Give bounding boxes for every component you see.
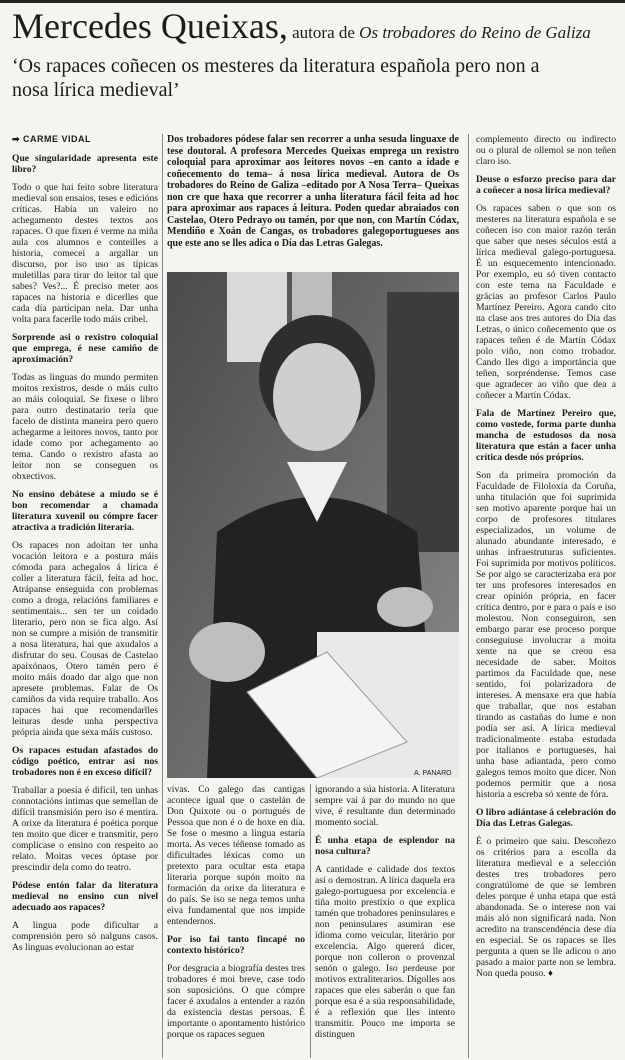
column-2a (167, 784, 305, 1058)
interview-answer: Os rapaces saben o que son os mesteres na literatura española e se coñecen iso con maior razón terán que saber que neses séculos está a lírica medieval galego-portuguesa. É un esquecemento intencionado. Por exemplo, eu só tiven contacto con este tema na Faculdade e grácias ao profesor Carlos Paulo Martínez Pereiro. Agora cando cito na clase aos tres autores do Día das Letras, o único coñecemento que os rapaces teñen é de Martín Códax polo viño, non como trobador. Cando lles digo a importáncia que teñen, sorpréndense. Temos case que agradecer ao viño que dea a coñecer a Martín Códax. (476, 203, 616, 401)
interview-answer: Son da primeira promoción da Faculdade de Filoloxía da Coruña, unha titulación que foi suprimida sen motivo aparente porque hai un corpo de profesores titulares especializados, un volume de alunado abundante interesado, e unhas infraestruturas suficientes. Foi suprimida por motivos políticos. Se por algo se caracterizaba era por ter uns profesores interesados en crear opinión própria, en facer crítica dentro, por e para o país e iso molestou. Non conseguiron, sen embargo parar ese proceso porque conseguiuse involucrar a moita xente na que se creou esa necesidade de saber. Moitos partimos da Faculdade que, nese sentido, foi polarizadora de intereses. A mensaxe era que había que traballar, que nos estaban tirando as castañas do lume e non podía ser así. A lírica medieval tradicionalmente estaba estudada por italianos e portugueses, hai unha base adiantada, pero como galegos temos moito que dicer. Non podemos permitir que a nosa historia a escreba só xente de fóra. (476, 470, 616, 800)
intro-block (167, 134, 459, 269)
interview-question: O libro adiántase á celebración do Día das Letras Galegas. (476, 807, 616, 829)
portrait-photo (167, 272, 459, 778)
byline: ➡ CARME VIDAL (12, 134, 92, 144)
interview-question: No ensino debátese a miudo se é bon recomendar a chamada literatura xuvenil ou cómpre facer atractiva a tradición literaria. (12, 489, 158, 533)
interview-question: Fala de Martínez Pereiro que, como vostede, forma parte dunha mancha de estudosos da nosa literatura que están a facer unha crítica desde nós próprios. (476, 408, 616, 463)
interview-answer: ignorando a súa historia. A literatura sempre vai á par do mundo no que vive, é resultante dun determinado momento social. (315, 784, 455, 828)
column-divider (162, 134, 163, 1058)
intro-text: Dos trobadores pódese falar sen recorrer a unha sesuda linguaxe de tese doutoral. A profesora Mercedes Queixas emprega un rexistro coloquial para aproximar aos leitores novos –en canto a idade e coñecemento do tema– á nosa lírica medieval. Autora de Os trobadores do Reino de Galiza –editado por A Nosa Terra– Queixas non cre que haxa que recorrer a unha literatura fácil feita ad hoc para aproximar aos rapaces á leitura. Poden quedar abraiados con Castelao, Otero Pedrayo ou tamén, por que non, con Martín Códax, Mendiño e Xoán de Cangas, os trobadores galegoportugueses aos que este ano se lles adica o Día das Letras Galegas. (167, 134, 459, 249)
top-rule (0, 0, 625, 3)
subtitle-prefix: autora de (287, 23, 360, 42)
interview-answer: Todas as linguas do mundo permiten moitos rexistros, desde o máis culto ao máis coloquial. Se fixese o libro para outro destinatario tería que facelo de distinta maneira pero quero achegarme a leitores novos, tanto por idade como por achegamento ao tema. Cando o rexistro afasta ao leitor non se conseguen os obxectivos. (12, 372, 158, 482)
interview-question: Os rapaces estudan afastados do código poético, entrar asi nos trobadores non é en exceso difícil? (12, 745, 158, 778)
interview-answer: Todo o que hai feito sobre literatura medieval son ensaios, teses e edicións críticas. Había un valeiro no achegamento destes textos aos rapaces. O que fixen é verme na miña aula cos alumnos e conteilles a historia, comecei a argallar un discurso, por iso uso as típicas muletillas para tirar do leitor tal que sabes? Ves?... É preciso meter aos rapaces na historia e dicerlles que cada día participan nela. Dar unha volta para facerlle todo máis cribel. (12, 182, 158, 325)
interview-answer: É o primeiro que saiu. Descoñezo os critérios para a escolla da literatura medieval e a selección destes tres trobadores pero congratúlome de que se lembren deles porque é unha etapa que está abandonada. Se o interese non vai máis aló non significará nada. Non acredito na transcendéncia dese día en especial. Se os rapaces se lles pergunta a quen se lle adicou o ano pasado a maior parte non se lembra. Non queda pouso. ♦ (476, 836, 616, 979)
interview-answer: A cantidade e calidade dos textos así o demostran. A lírica daquela era galego-portuguesa por excelencia e tiña moito prestíxio o que explica tamén que trobadores peninsulares e non peninsulares asumiran ese idioma como veicular, literário por excelencia. Algo quererá dicer, porque non colleron o provenzal senón o galego. Iso perdeuse por motivos extraliterarios. Dígolles aos rapaces que eles saberán o que fan porque esa é a súa responsabilidade, é a reflexión que lles intento transmitir. Pouco me importa se distinguen (315, 864, 455, 1040)
interview-answer: Traballar a poesía é difícil, ten unhas connotacións íntimas que semellan de difícil transmisión pero iso é mentira. A orixe da literatura é poética porque ten moito que dicer e transmitir, pero complícase o ensino con respeito ao relato. Moitas veces óptase por prescindir dela como do teatro. (12, 785, 158, 873)
interview-question: Por iso fai tanto fincapé no contexto histórico? (167, 934, 305, 956)
interview-question: Deuse o esforzo preciso para dar a coñecer a nosa lírica medieval? (476, 174, 616, 196)
interview-answer: vivas. Co galego das cantigas acontece igual que o castelán de Don Quixote ou o portugués de Pessoa que non é o de hoxe en día. Se fose o mesmo a lingua estaría morta. As veces téñense tomado as dificultades léxicas como un pretexto para ocultar esta etapa literaria porque supón moito na formación da orixe da literatura e do país. Se iso se nega temos unha eiva fundamental que nos impide entendernos. (167, 784, 305, 927)
photo-credit: A. PANARO (414, 770, 452, 777)
interviewee-name: Mercedes Queixas, (12, 6, 288, 46)
interview-answer: Os rapaces non adoitan ter unha vocación leitora e a postura máis cómoda para achegalos á lírica é coller a literatura fácil, feita ad hoc. Atrápanse enseguida con problemas como a droga, relacións familiares e sentimentais... sen ter un coidado literario, pero non se fica algo. Así non se cumpre a misión de transmitir a nosa literatura, hai que axudalos a disfrutar do seu. Cousas de Castelao apaixónaos, Otero tamén pero é moito máis doado dar algo que non apresete problemas. Falar de Os camiños da vida require traballo. Aos rapaces hai que recomendarlles leituras desde unha perspectiva própria ainda que sexa máis custoso. (12, 540, 158, 738)
interview-question: É unha etapa de esplendor na nosa cultura? (315, 835, 455, 857)
column-divider (310, 784, 311, 1058)
interview-answer: complemento directo ou indirecto ou o plural de ollemol se non teñen claro iso. (476, 134, 616, 167)
headline-subtitle (288, 23, 591, 42)
interview-answer: A lingua pode dificultar a comprensión pero só nalguns casos. As linguas evolucionan ao estar (12, 920, 158, 953)
portrait-illustration (167, 272, 459, 778)
column-1-body (12, 153, 158, 953)
book-title: Os trobadores do Reino de Galiza (359, 23, 591, 42)
column-2b (315, 784, 455, 1058)
column-divider (468, 134, 469, 1058)
pull-quote: ‘Os rapaces coñecen os mesteres da literatura española pero non a nosa lírica medieval’ (12, 55, 540, 101)
interview-question: Pódese entón falar da literatura medieval no ensino cun nivel adecuado aos rapaces? (12, 880, 158, 913)
column-3 (476, 134, 616, 1058)
interview-answer: Por desgracia a biografía destes tres trobadores é moi breve, case todo son suposicións. O que cómpre facer é axudalos a entender a razón da existencia destas persoas. É importante o apontamento histórico porque os rapaces seguen (167, 963, 305, 1040)
interview-question: Sorprende asi o rexistro coloquial que emprega, é nese camiño de aproximación? (12, 332, 158, 365)
column-1 (12, 134, 158, 1058)
headline (12, 6, 591, 46)
interview-question: Que singularidade apresenta este libro? (12, 153, 158, 175)
